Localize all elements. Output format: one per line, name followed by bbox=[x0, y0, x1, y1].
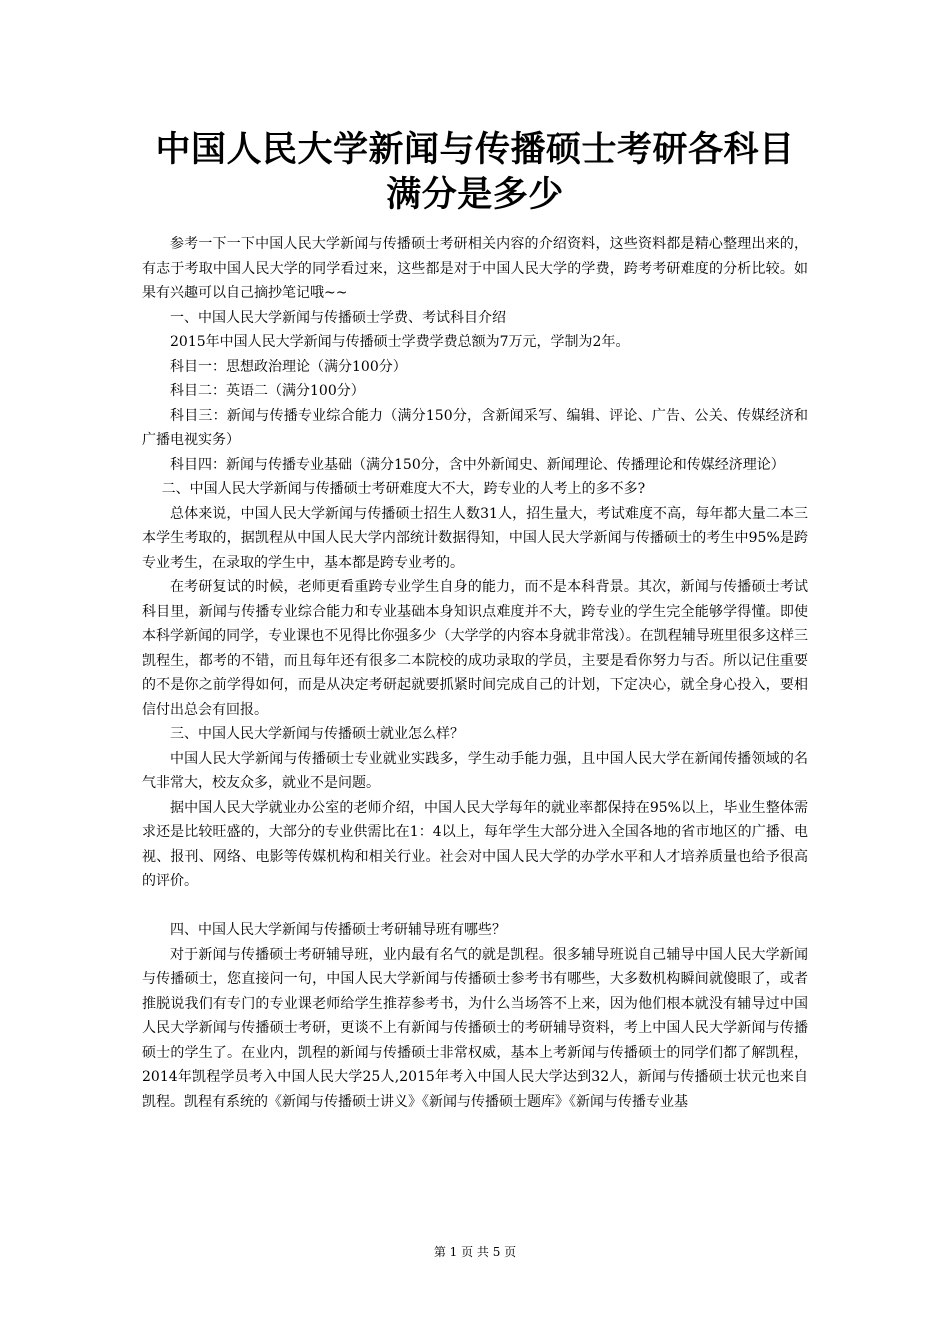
subject-two: 科目二：英语二（满分100分） bbox=[170, 383, 365, 399]
subject-one: 科目一：思想政治理论（满分100分） bbox=[170, 358, 407, 375]
section-heading-difficulty: 二、中国人民大学新闻与传播硕士考研难度大不大，跨专业的人考上的多不多? bbox=[161, 481, 646, 497]
difficulty-paragraph-1: 总体来说，中国人民大学新闻与传播硕士招生人数31人，招生量大，考试难度不高，每年都大量二本三本学生考取的，据凯程从中国人民大学内部统计数据得知，中国人民大学新闻与传播硕士的考生中95%是跨专业考生，在录取的学生中，基本都是跨专业考的。 bbox=[142, 505, 808, 571]
tutoring-paragraph: 对于新闻与传播硕士考研辅导班，业内最有名气的就是凯程。很多辅导班说自己辅导中国人民大学新闻与传播硕士，您直接问一句，中国人民大学新闻与传播硕士参考书有哪些，大多数机构瞬间就傻眼了，或者推脱说我们有专门的专业课老师给学生推荐参考书，为什么当场答不上来，因为他们根本就没有辅导过中国人民大学新闻与传播硕士考研，更谈不上有新闻与传播硕士的考研辅导资料，考上中国人民大学新闻与传播硕士的学生了。在业内，凯程的新闻与传播硕士非常权威，基本上考新闻与传播硕士的同学们都了解凯程，2014年凯程学员考入中国人民大学25人,2015年考入中国人民大学达到32人，新闻与传播硕士状元也来自凯程。凯程有系统的《新闻与传播硕士讲义》《新闻与传播硕士题库》《新闻与传播专业基 bbox=[142, 946, 808, 1110]
document-body bbox=[142, 232, 808, 1114]
employment-paragraph-2: 据中国人民大学就业办公室的老师介绍，中国人民大学每年的就业率都保持在95%以上，毕业生整体需求还是比较旺盛的，大部分的专业供需比在1：4以上，每年学生大部分进入全国各地的省市地区的广播、电视、报刊、网络、电影等传媒机构和相关行业。社会对中国人民大学的办学水平和人才培养质量也给予很高的评价。 bbox=[142, 799, 808, 889]
section-heading-tutoring: 四、中国人民大学新闻与传播硕士考研辅导班有哪些？ bbox=[170, 922, 506, 938]
page-footer: 第 1 页 共 5 页 bbox=[433, 1245, 517, 1259]
intro-paragraph: 参考一下一下中国人民大学新闻与传播硕士考研相关内容的介绍资料，这些资料都是精心整理出来的，有志于考取中国人民大学的同学看过来，这些都是对于中国人民大学的学费，跨考考研难度的分析比较。如果有兴趣可以自己摘抄笔记哦~~ bbox=[142, 236, 808, 301]
employment-paragraph-1: 中国人民大学新闻与传播硕士专业就业实践多，学生动手能力强，且中国人民大学在新闻传播领域的名气非常大，校友众多，就业不是问题。 bbox=[142, 750, 808, 791]
paragraph-gap bbox=[142, 894, 808, 919]
subject-three: 科目三：新闻与传播专业综合能力（满分150分，含新闻采写、编辑、评论、广告、公关、传媒经济和广播电视实务） bbox=[142, 407, 808, 448]
difficulty-paragraph-2: 在考研复试的时候，老师更看重跨专业学生自身的能力，而不是本科背景。其次，新闻与传播硕士考试科目里，新闻与传播专业综合能力和专业基础本身知识点难度并不大，跨专业的学生完全能够学得懂。即使本科学新闻的同学，专业课也不见得比你强多少（大学学的内容本身就非常浅）。在凯程辅导班里很多这样三凯程生，都考的不错，而且每年还有很多二本院校的成功录取的学员，主要是看你努力与否。所以记住重要的不是你之前学得如何，而是从决定考研起就要抓紧时间完成自己的计划，下定决心，就全身心投入，要相信付出总会有回报。 bbox=[142, 579, 808, 718]
section-heading-employment: 三、中国人民大学新闻与传播硕士就业怎么样？ bbox=[170, 726, 464, 742]
section-heading-tuition: 一、中国人民大学新闻与传播硕士学费、考试科目介绍 bbox=[170, 309, 506, 326]
document-title: 中国人民大学新闻与传播硕士考研各科目满分是多少 bbox=[155, 130, 795, 215]
subject-four: 科目四：新闻与传播专业基础（满分150分，含中外新闻史、新闻理论、传播理论和传媒经济理论） bbox=[170, 456, 785, 473]
tuition-paragraph: 2015年中国人民大学新闻与传播硕士学费学费总额为7万元，学制为2年。 bbox=[170, 334, 630, 350]
